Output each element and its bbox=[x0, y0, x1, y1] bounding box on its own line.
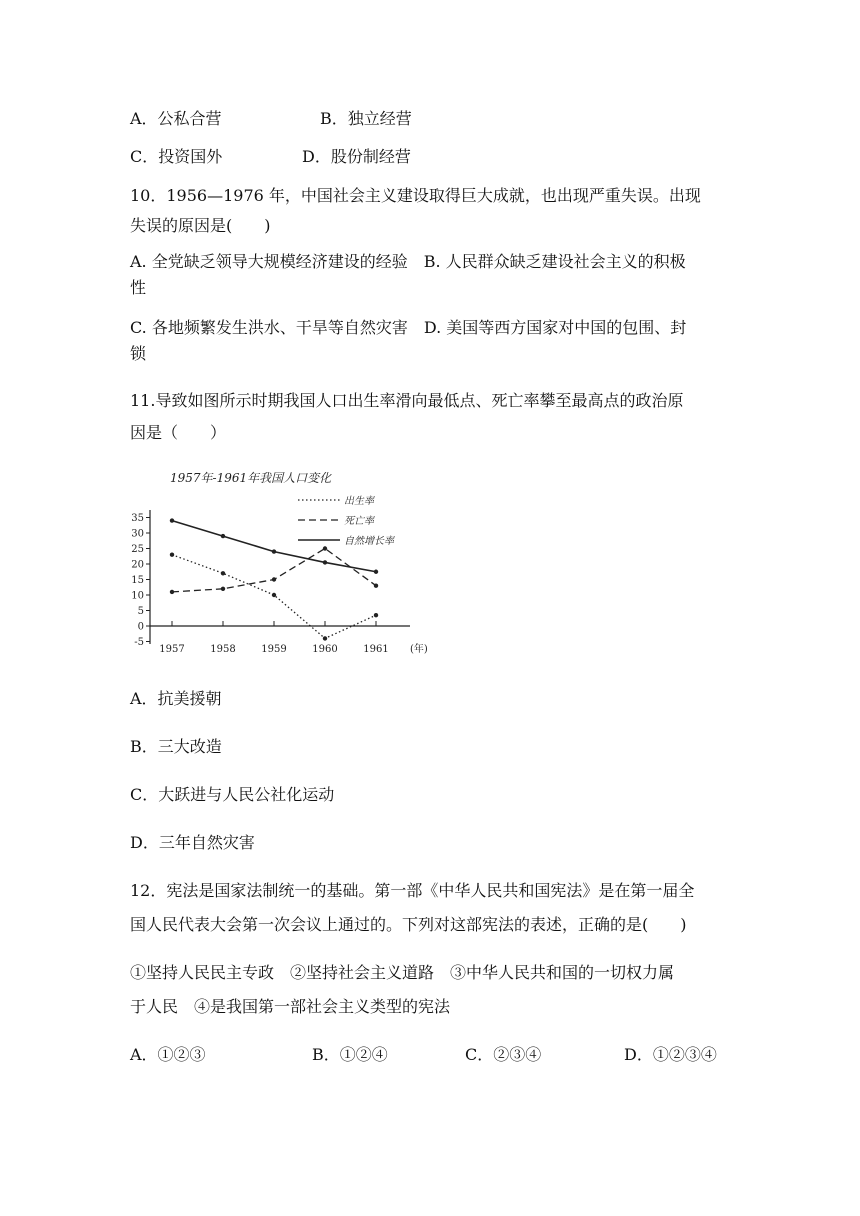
x-tick-label: 1961 bbox=[363, 644, 389, 655]
series-point bbox=[272, 593, 276, 597]
y-tick-label: 30 bbox=[131, 528, 144, 540]
q12-items-line-2: 于人民 ④是我国第一部社会主义类型的宪法 bbox=[130, 997, 451, 1016]
population-chart bbox=[128, 466, 440, 662]
q9-option-a[interactable]: A．公私合营 bbox=[130, 109, 222, 128]
q11-option-a[interactable]: A．抗美援朝 bbox=[130, 689, 222, 708]
x-tick-label: 1959 bbox=[261, 644, 287, 655]
x-tick-label: 1960 bbox=[312, 644, 338, 655]
y-tick-label: 15 bbox=[131, 575, 144, 586]
series-point bbox=[170, 590, 174, 594]
q11-stem-line-1: 11.导致如图所示时期我国人口出生率滑向最低点、死亡率攀至最高点的政治原 bbox=[130, 391, 684, 410]
y-tick-label: 10 bbox=[131, 590, 144, 602]
q12-stem-line-1: 12．宪法是国家法制统一的基础。第一部《中华人民共和国宪法》是在第一届全 bbox=[130, 881, 695, 900]
q11-option-b[interactable]: B．三大改造 bbox=[130, 737, 222, 756]
q10-option-cd-line-1[interactable]: C. 各地频繁发生洪水、干旱等自然灾害 D. 美国等西方国家对中国的包围、封 bbox=[130, 318, 687, 337]
series-point bbox=[170, 518, 174, 522]
q12-option-a[interactable]: A．①②③ bbox=[130, 1045, 206, 1064]
series-point bbox=[170, 553, 174, 557]
series-point bbox=[374, 570, 378, 574]
q12-items-line-1: ①坚持人民民主专政 ②坚持社会主义道路 ③中华人民共和国的一切权力属 bbox=[130, 963, 675, 982]
q10-option-ab-line-1[interactable]: A. 全党缺乏领导大规模经济建设的经验 B. 人民群众缺乏建设社会主义的积极 bbox=[130, 252, 686, 271]
series-point bbox=[374, 584, 378, 588]
series-point bbox=[221, 571, 225, 575]
q12-option-c[interactable]: C．②③④ bbox=[465, 1045, 542, 1064]
legend-label: 死亡率 bbox=[344, 516, 374, 527]
series-point bbox=[272, 549, 276, 553]
q9-option-c[interactable]: C．投资国外 bbox=[130, 147, 223, 166]
q9-option-b[interactable]: B．独立经营 bbox=[320, 109, 412, 128]
series-point bbox=[221, 534, 225, 538]
q10-option-cd-line-2[interactable]: 锁 bbox=[130, 344, 147, 363]
y-tick-label: 5 bbox=[137, 606, 144, 617]
y-tick-label: 25 bbox=[131, 544, 144, 555]
q11-stem-line-2: 因是（ ） bbox=[130, 423, 227, 442]
y-tick-label: -5 bbox=[134, 637, 144, 648]
legend-label: 出生率 bbox=[344, 496, 374, 507]
q10-option-ab-line-2[interactable]: 性 bbox=[130, 278, 147, 297]
q12-stem-line-2: 国人民代表大会第一次会议上通过的。下列对这部宪法的表述，正确的是( ) bbox=[130, 915, 687, 934]
series-point bbox=[272, 577, 276, 581]
series-point bbox=[323, 560, 327, 564]
q11-option-c[interactable]: C．大跃进与人民公社化运动 bbox=[130, 785, 335, 804]
q12-option-d[interactable]: D．①②③④ bbox=[624, 1045, 717, 1064]
x-tick-label: 1958 bbox=[210, 644, 236, 655]
y-tick-label: 20 bbox=[131, 559, 144, 571]
series-point bbox=[323, 546, 327, 550]
y-tick-label: 0 bbox=[137, 621, 144, 633]
legend-label: 自然增长率 bbox=[344, 536, 394, 547]
q11-option-d[interactable]: D．三年自然灾害 bbox=[130, 833, 255, 852]
x-tick-label: 1957 bbox=[159, 644, 185, 655]
y-tick-label: 35 bbox=[131, 513, 144, 524]
series-point bbox=[323, 636, 327, 640]
series-point bbox=[221, 587, 225, 591]
q12-option-b[interactable]: B．①②④ bbox=[312, 1045, 388, 1064]
q10-stem-line-2: 失误的原因是( ) bbox=[130, 216, 271, 235]
population-chart-svg bbox=[128, 466, 440, 662]
chart-x-unit: (年) bbox=[410, 644, 428, 655]
chart-title: 1957年-1961年我国人口变化 bbox=[170, 471, 332, 485]
series-line-1 bbox=[172, 549, 376, 592]
q9-option-d[interactable]: D．股份制经营 bbox=[302, 147, 411, 166]
q10-stem-line-1: 10．1956—1976 年，中国社会主义建设取得巨大成就，也出现严重失误。出现 bbox=[130, 186, 701, 205]
series-point bbox=[374, 613, 378, 617]
